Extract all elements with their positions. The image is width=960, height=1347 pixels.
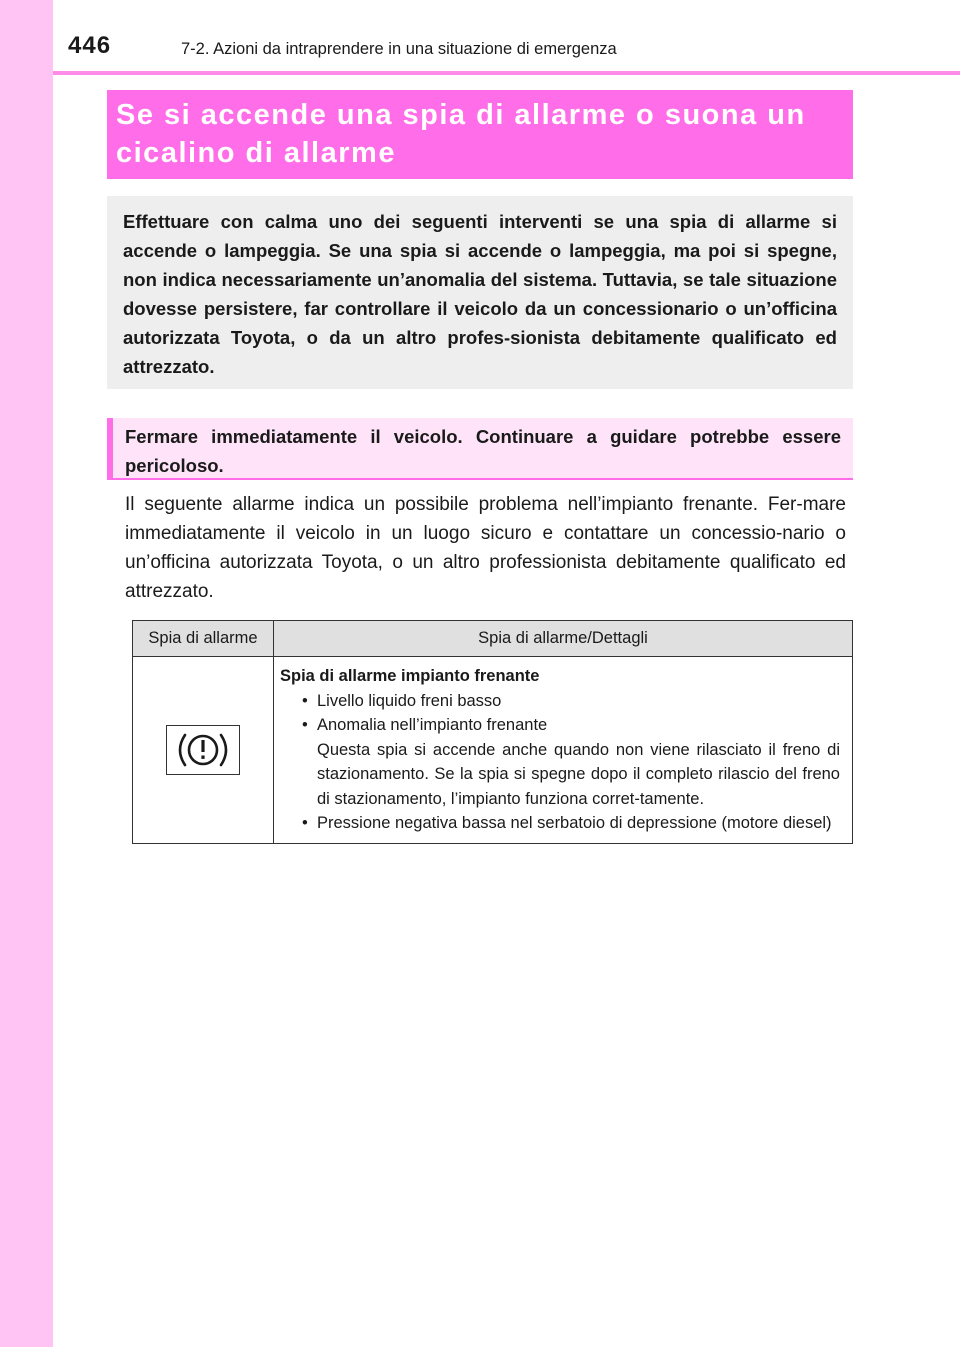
intro-text: Effettuare con calma uno dei seguenti interventi se una spia di allarme si accende o lampeggia. Se una spia si accende o lampeggia, ma poi si spegne, non indica necessariamente un’anomalia del sistema. Tuttavia, se tale situazione dovesse persistere, far controllare il veicolo da un concessionario o un’officina autorizzata Toyota, o da un altro profes-sionista debitamente qualificato ed attrezzato. bbox=[123, 211, 837, 377]
table-row bbox=[133, 657, 853, 844]
section-title: 7-2. Azioni da intraprendere in una situazione di emergenza bbox=[181, 40, 617, 58]
detail-bullet-list bbox=[280, 689, 840, 836]
table-cell-details bbox=[274, 657, 853, 844]
page-sidebar bbox=[0, 0, 53, 1347]
body-text: Il seguente allarme indica un possibile problema nell’impianto frenante. Fer-mare immediatamente il veicolo in un luogo sicuro e contattare un concessio-nario o un’officina autorizzata Toyota, o un altro professionista debitamente qualificato ed attrezzato. bbox=[125, 494, 846, 602]
warning-table bbox=[132, 620, 853, 844]
bullet-note: Questa spia si accende anche quando non viene rilasciato il freno di stazionamento. Se la spia si spegne dopo il completo rilascio del freno di stazionamento, l’impianto funziona corret-tamente. bbox=[317, 740, 840, 808]
list-item bbox=[280, 811, 840, 836]
table-header-icon: Spia di allarme bbox=[133, 621, 274, 657]
page-title-box bbox=[107, 90, 853, 179]
bullet-text: Pressione negativa bassa nel serbatoio di depressione (motore diesel) bbox=[317, 814, 832, 832]
list-item bbox=[280, 713, 840, 811]
warning-text: Fermare immediatamente il veicolo. Continuare a guidare potrebbe essere pericoloso. bbox=[125, 426, 841, 476]
table-header-row bbox=[133, 621, 853, 657]
header-rule bbox=[53, 71, 960, 75]
warning-box bbox=[107, 418, 853, 480]
page-number: 446 bbox=[68, 32, 112, 59]
brake-warning-icon-graphic bbox=[171, 730, 235, 770]
table-cell-icon bbox=[133, 657, 274, 844]
bullet-text: Livello liquido freni basso bbox=[317, 691, 502, 710]
detail-title: Spia di allarme impianto frenante bbox=[280, 667, 540, 685]
intro-box bbox=[107, 196, 853, 389]
bullet-text: Anomalia nell’impianto frenante bbox=[317, 716, 548, 734]
table-header-details: Spia di allarme/Dettagli bbox=[274, 621, 853, 657]
list-item bbox=[280, 689, 840, 714]
brake-warning-icon bbox=[166, 725, 240, 775]
page-title: Se si accende una spia di allarme o suona un cicalino di allarme bbox=[116, 99, 806, 169]
